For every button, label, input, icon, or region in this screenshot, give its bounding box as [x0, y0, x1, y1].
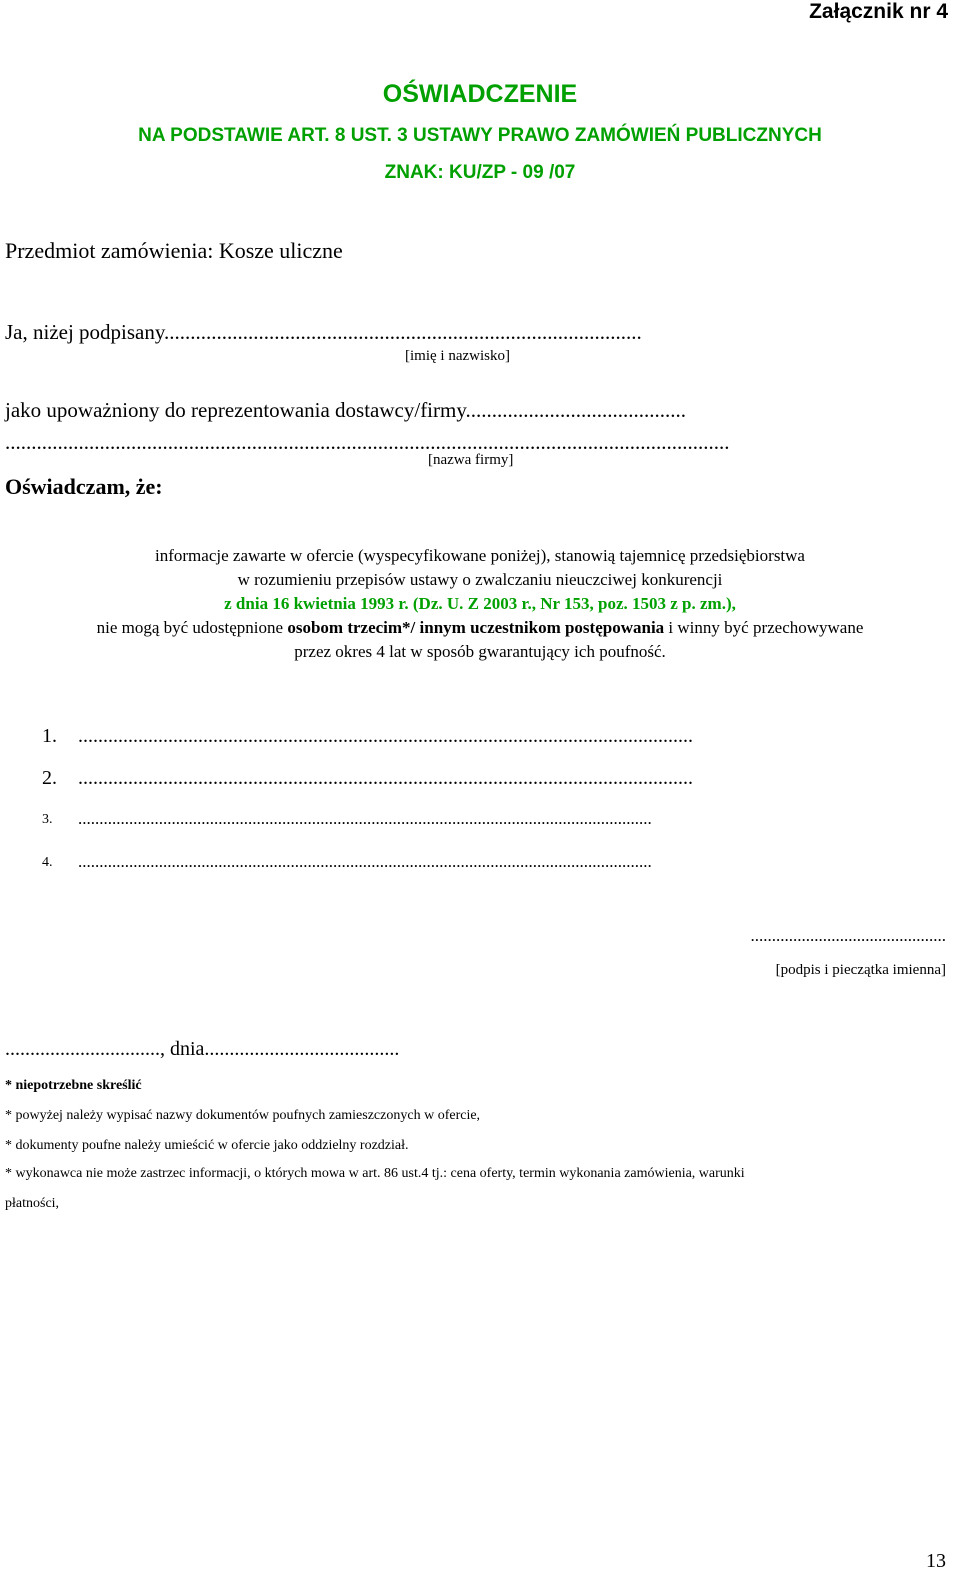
body-line-3-legal-citation: z dnia 16 kwietnia 1993 r. (Dz. U. Z 2003 r., Nr 153, poz. 1503 z p. zm.),: [224, 594, 736, 613]
note-1: * powyżej należy wypisać nazwy dokumentów poufnych zamieszczonych w ofercie,: [5, 1108, 481, 1123]
list-item-dots: ...........................................................................................................................: [78, 725, 693, 747]
list-item-dots: ...........................................................................................................................: [78, 767, 693, 789]
signature-hint: [podpis i pieczątka imienna]: [775, 962, 946, 978]
legal-basis-line: NA PODSTAWIE ART. 8 UST. 3 USTAWY PRAWO ZAMÓWIEŃ PUBLICZNYCH: [138, 125, 822, 146]
subject-line: Przedmiot zamówienia: Kosze uliczne: [5, 238, 343, 263]
body-line-4-bold: osobom trzecim*/ innym uczestnikom postępowania: [287, 618, 665, 637]
list-item-dots: .......................................................................................................................................: [78, 809, 652, 828]
list-item: [42, 852, 652, 871]
note-3: * wykonawca nie może zastrzec informacji, o których mowa w art. 86 ust.4 tj.: cena oferty, termin wykonania zamówienia, warunki: [5, 1166, 745, 1181]
signer-hint: [imię i nazwisko]: [405, 348, 510, 364]
body-line-2: w rozumieniu przepisów ustawy o zwalczaniu nieuczciwej konkurencji: [237, 570, 723, 589]
notes-title: * niepotrzebne skreślić: [5, 1078, 142, 1093]
list-item: [42, 809, 652, 828]
document-title: OŚWIADCZENIE: [382, 80, 578, 108]
note-2: * dokumenty poufne należy umieścić w ofercie jako oddzielny rozdział.: [5, 1138, 409, 1153]
signature-dots: ..............................................: [750, 926, 946, 945]
body-line-1: informacje zawarte w ofercie (wyspecyfikowane poniżej), stanowią tajemnicę przedsiębiorstwa: [155, 546, 805, 565]
list-item: [42, 767, 693, 790]
list-item-number: 2.: [42, 767, 57, 789]
body-line-4-end: i winny być przechowywane: [664, 618, 864, 637]
company-line: jako upoważniony do reprezentowania dostawcy/firmy..........................................: [5, 398, 686, 422]
list-item-dots: .......................................................................................................................................: [78, 852, 652, 871]
body-line-4: [0, 618, 960, 638]
page-number: 13: [926, 1550, 946, 1572]
list-item-number: 3.: [42, 812, 53, 827]
note-4: płatności,: [5, 1196, 60, 1211]
signer-line: Ja, niżej podpisany...........................................................................................: [5, 320, 642, 344]
list-item-number: 1.: [42, 725, 57, 747]
body-line-4-start: nie mogą być udostępnione: [96, 618, 288, 637]
date-line: ..............................., dnia.......................................: [5, 1038, 400, 1060]
list-item: [42, 725, 693, 748]
list-item-number: 4.: [42, 855, 53, 870]
company-hint: [nazwa firmy]: [428, 452, 514, 468]
annex-label: Załącznik nr 4: [809, 0, 948, 23]
reference-number: ZNAK: KU/ZP - 09 /07: [384, 162, 576, 183]
declaration-heading: Oświadczam, że:: [5, 474, 163, 499]
body-line-5: przez okres 4 lat w sposób gwarantujący ich poufność.: [294, 642, 666, 661]
company-dots: ..........................................................................................................................................: [5, 430, 730, 454]
